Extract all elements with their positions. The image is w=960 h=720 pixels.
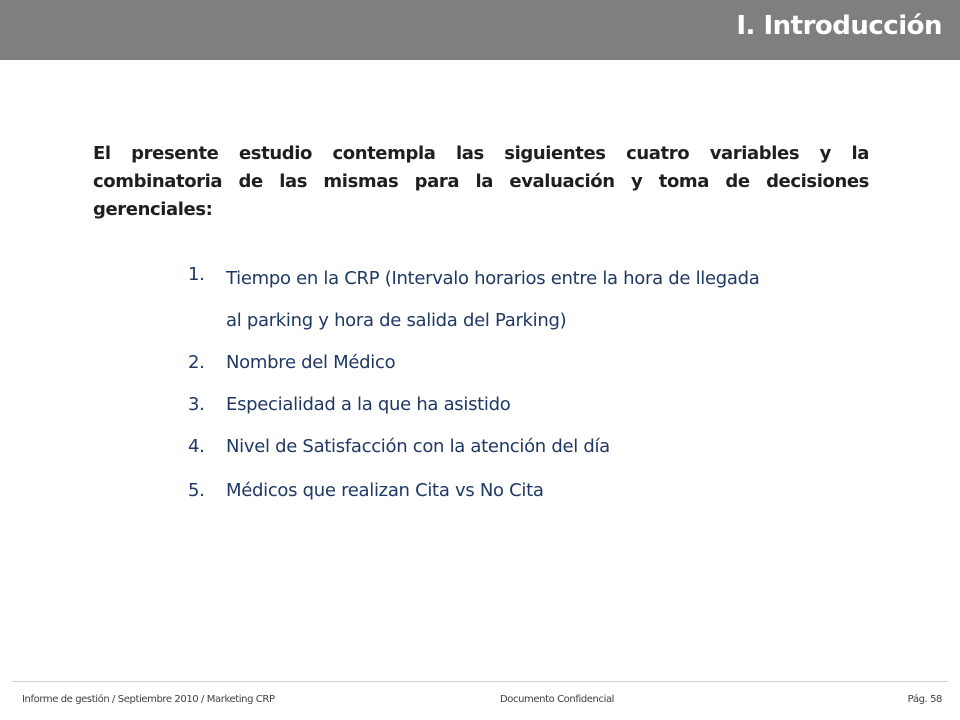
list-item-number: 4. [188,436,205,457]
footer-confidential: Documento Confidencial [500,694,615,705]
list-item [188,390,888,432]
list-item-number: 2. [188,352,205,373]
list-item-text: Nivel de Satisfacción con la atención del día [226,436,610,457]
page-title: I. Introducción [736,11,942,41]
list-item [188,432,888,474]
list-item-text: Médicos que realizan Cita vs No Cita [226,480,544,501]
variables-list [188,264,888,518]
list-item [188,264,888,348]
intro-paragraph: El presente estudio contempla las siguientes cuatro variables y la combinatoria de las mismas para la evaluación y toma de decisiones gerenciales: [93,143,869,220]
list-item-text: Nombre del Médico [226,352,396,373]
list-item [188,476,888,518]
footer-divider [12,681,948,682]
header-bar [0,0,960,60]
list-item-number: 5. [188,480,205,501]
list-item-text-line-1: Tiempo en la CRP (Intervalo horarios entre la hora de llegada [226,268,760,289]
list-item [188,348,888,390]
footer-report-info: Informe de gestión / Septiembre 2010 / Marketing CRP [22,694,275,705]
list-item-text: Especialidad a la que ha asistido [226,394,511,415]
list-item-text-line-2: al parking y hora de salida del Parking) [226,310,567,331]
list-item-number: 1. [188,264,205,285]
list-item-number: 3. [188,394,205,415]
footer-page-number: Pág. 58 [907,694,942,705]
